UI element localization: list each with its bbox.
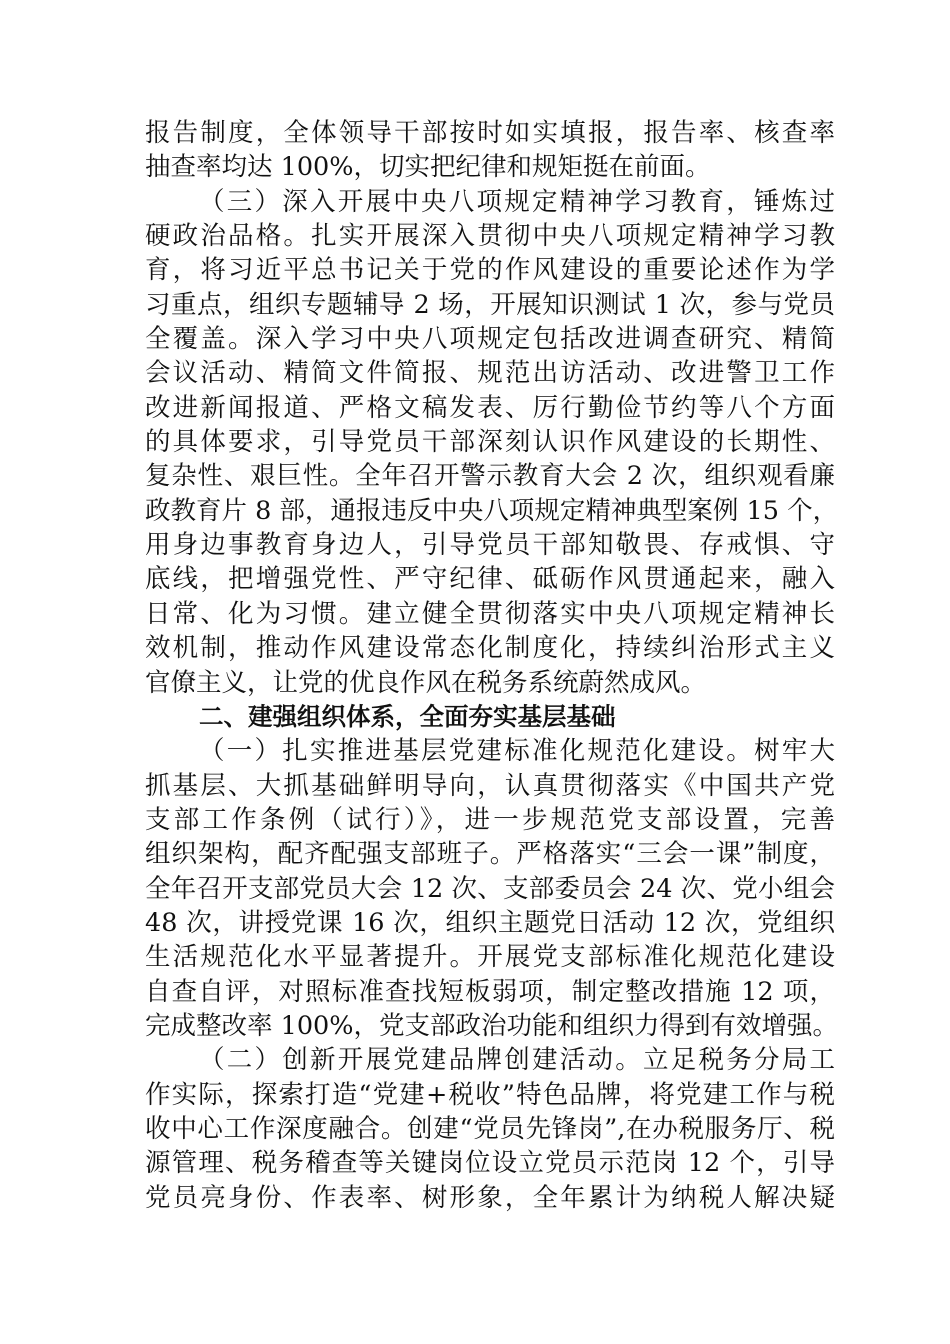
- text-line: 抽查率均达 100%，切实把纪律和规矩挺在前面。: [145, 152, 711, 183]
- text-line: 复杂性、艰巨性。全年召开警示教育大会 2 次，组织观看廉: [145, 461, 835, 492]
- text-line: （三）深入开展中央八项规定精神学习教育，锤炼过: [199, 186, 835, 217]
- text-line: 完成整改率 100%，党支部政治功能和组织力得到有效增强。: [145, 1010, 839, 1041]
- text-line: 改进新闻报道、严格文稿发表、厉行勤俭节约等八个方面: [145, 392, 835, 423]
- text-line: 育，将习近平总书记关于党的作风建设的重要论述作为学: [145, 255, 835, 286]
- text-line: 习重点，组织专题辅导 2 场，开展知识测试 1 次，参与党员: [145, 289, 835, 320]
- text-line: 源管理、税务稽查等关键岗位设立党员示范岗 12 个，引导: [145, 1148, 835, 1179]
- text-line: 用身边事教育身边人，引导党员干部知敬畏、存戒惧、守: [145, 530, 835, 561]
- document-body: [145, 116, 839, 1215]
- text-line: 政教育片 8 部，通报违反中央八项规定精神典型案例 15 个，: [145, 495, 839, 526]
- text-line: 效机制，推动作风建设常态化制度化，持续纠治形式主义: [145, 633, 835, 664]
- text-line: 支部工作条例（试行）》，进一步规范党支部设置，完善: [145, 804, 835, 835]
- text-line: 生活规范化水平显著提升。开展党支部标准化规范化建设: [145, 942, 835, 973]
- text-line: 官僚主义，让党的优良作风在税务系统蔚然成风。: [145, 667, 707, 698]
- text-line: 会议活动、精简文件简报、规范出访活动、改进警卫工作: [145, 358, 835, 389]
- text-line: （二）创新开展党建品牌创建活动。立足税务分局工: [199, 1045, 835, 1076]
- text-line: 抓基层、大抓基础鲜明导向，认真贯彻落实《中国共产党: [145, 770, 835, 801]
- text-line: 全覆盖。深入学习中央八项规定包括改进调查研究、精简: [145, 324, 835, 355]
- text-line: 作实际，探索打造“党建+税收”特色品牌，将党建工作与税: [145, 1079, 835, 1110]
- text-line: 全年召开支部党员大会 12 次、支部委员会 24 次、党小组会: [145, 873, 835, 904]
- text-line: 日常、化为习惯。建立健全贯彻落实中央八项规定精神长: [145, 598, 835, 629]
- text-line: 48 次，讲授党课 16 次，组织主题党日活动 12 次，党组织: [145, 907, 835, 938]
- text-line: 报告制度，全体领导干部按时如实填报，报告率、核查率: [145, 118, 835, 148]
- text-line: 自查自评，对照标准查找短板弱项，制定整改措施 12 项，: [145, 976, 835, 1007]
- text-line: 的具体要求，引导党员干部深刻认识作风建设的长期性、: [145, 427, 835, 458]
- text-line: 收中心工作深度融合。创建“党员先锋岗”,在办税服务厅、税: [145, 1113, 835, 1144]
- text-line: 组织架构，配齐配强支部班子。严格落实“三会一课”制度，: [145, 839, 835, 870]
- text-line: （一）扎实推进基层党建标准化规范化建设。树牢大: [199, 736, 835, 767]
- section-heading: 二、建强组织体系，全面夯实基层基础: [199, 701, 616, 731]
- text-line: 底线，把增强党性、严守纪律、砥砺作风贯通起来，融入: [145, 564, 835, 595]
- text-line: 硬政治品格。扎实开展深入贯彻中央八项规定精神学习教: [145, 221, 835, 252]
- text-line: 党员亮身份、作表率、树形象，全年累计为纳税人解决疑: [145, 1182, 835, 1213]
